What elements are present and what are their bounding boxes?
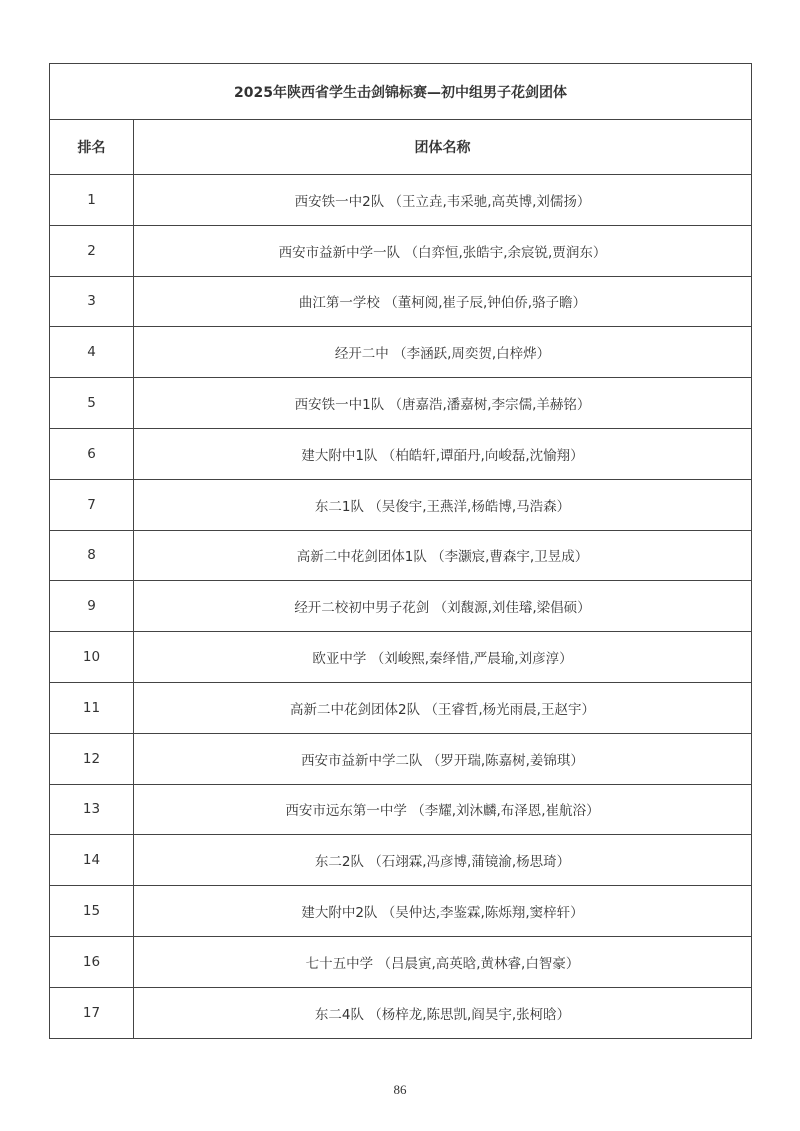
table-row xyxy=(50,276,752,327)
team-cell: 曲江第一学校 （董柯阅,崔子辰,钟伯侨,骆子瞻） xyxy=(134,276,752,327)
team-cell: 经开二中 （李涵跃,周奕贺,白梓烨） xyxy=(134,327,752,378)
table-row xyxy=(50,378,752,429)
team-cell: 欧亚中学 （刘峻熙,秦绎惜,严晨瑜,刘彦淳） xyxy=(134,632,752,683)
results-table xyxy=(49,63,752,1039)
table-row xyxy=(50,886,752,937)
team-cell: 东二2队 （石翊霖,冯彦博,蒲镜渝,杨思琦） xyxy=(134,835,752,886)
rank-cell: 2 xyxy=(50,225,134,276)
table-row xyxy=(50,428,752,479)
table-row xyxy=(50,175,752,226)
table-row xyxy=(50,936,752,987)
rank-cell: 16 xyxy=(50,936,134,987)
team-cell: 七十五中学 （吕晨寅,高英晗,黄林睿,白智豪） xyxy=(134,936,752,987)
table-row xyxy=(50,682,752,733)
team-cell: 建大附中1队 （柏皓轩,谭皕丹,向峻磊,沈愉翔） xyxy=(134,428,752,479)
rank-cell: 10 xyxy=(50,632,134,683)
page-number: 86 xyxy=(393,1082,407,1097)
table-row xyxy=(50,733,752,784)
rank-cell: 15 xyxy=(50,886,134,937)
team-cell: 西安市益新中学二队 （罗开瑞,陈嘉树,姜锦琪） xyxy=(134,733,752,784)
rank-cell: 17 xyxy=(50,987,134,1038)
team-cell: 高新二中花剑团体2队 （王睿哲,杨光雨晨,王赵宇） xyxy=(134,682,752,733)
rank-cell: 5 xyxy=(50,378,134,429)
rank-cell: 8 xyxy=(50,530,134,581)
rank-cell: 1 xyxy=(50,175,134,226)
team-cell: 建大附中2队 （吴仲达,李鉴霖,陈烁翔,窦梓轩） xyxy=(134,886,752,937)
rank-cell: 14 xyxy=(50,835,134,886)
rank-cell: 12 xyxy=(50,733,134,784)
rank-cell: 6 xyxy=(50,428,134,479)
team-cell: 西安市益新中学一队 （白弈恒,张皓宇,余宸锐,贾润东） xyxy=(134,225,752,276)
rank-cell: 9 xyxy=(50,581,134,632)
table-row xyxy=(50,987,752,1038)
team-cell: 西安市远东第一中学 （李耀,刘沐麟,布泽恩,崔航浴） xyxy=(134,784,752,835)
title-row xyxy=(50,64,752,120)
team-cell: 西安铁一中1队 （唐嘉浩,潘嘉树,李宗儒,羊赫铭） xyxy=(134,378,752,429)
team-cell: 西安铁一中2队 （王立垚,韦采驰,高英博,刘儒扬） xyxy=(134,175,752,226)
table-row xyxy=(50,530,752,581)
team-cell: 高新二中花剑团体1队 （李灏宸,曹森宇,卫昱成） xyxy=(134,530,752,581)
header-row xyxy=(50,120,752,175)
team-cell: 东二4队 （杨梓龙,陈思凯,阎昊宇,张柯晗） xyxy=(134,987,752,1038)
rank-cell: 3 xyxy=(50,276,134,327)
table-title: 2025年陕西省学生击剑锦标赛—初中组男子花剑团体 xyxy=(50,64,752,120)
team-cell: 经开二校初中男子花剑 （刘馥源,刘佳璿,梁倡硕） xyxy=(134,581,752,632)
team-cell: 东二1队 （吴俊宇,王燕洋,杨皓博,马浩森） xyxy=(134,479,752,530)
rank-cell: 7 xyxy=(50,479,134,530)
table-row xyxy=(50,225,752,276)
table-row xyxy=(50,784,752,835)
team-header: 团体名称 xyxy=(134,120,752,175)
rank-cell: 13 xyxy=(50,784,134,835)
table-row xyxy=(50,835,752,886)
table-row xyxy=(50,479,752,530)
table-row xyxy=(50,632,752,683)
table-row xyxy=(50,327,752,378)
rank-cell: 11 xyxy=(50,682,134,733)
rank-cell: 4 xyxy=(50,327,134,378)
rank-header: 排名 xyxy=(50,120,134,175)
table-row xyxy=(50,581,752,632)
